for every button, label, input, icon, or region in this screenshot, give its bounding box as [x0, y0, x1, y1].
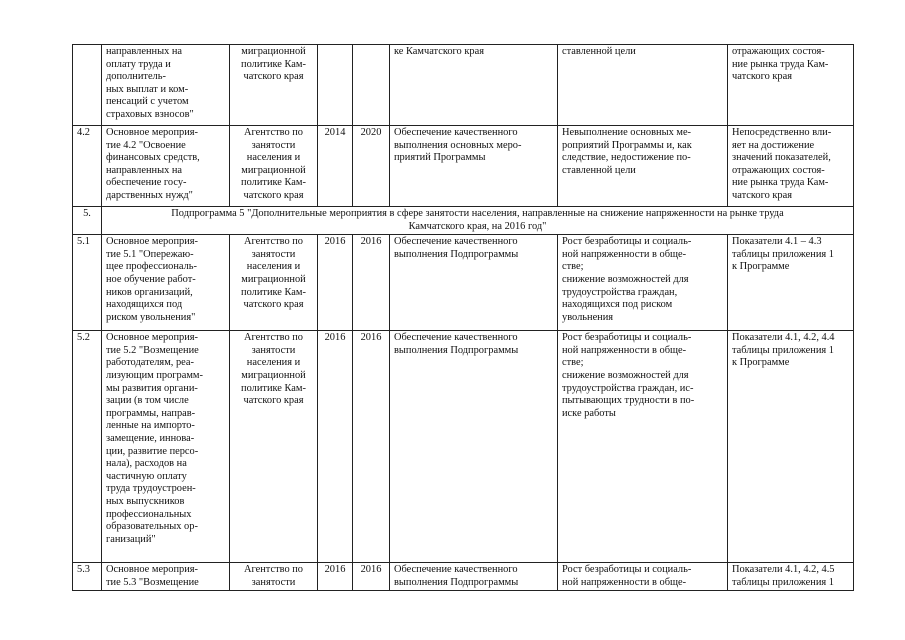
executor: миграционной политике Кам- чатского края	[230, 45, 318, 126]
start-year: 2016	[318, 235, 353, 331]
table-row	[73, 126, 854, 207]
measure-name: Основное мероприя- тие 4.2 "Освоение финансовых средств, направленных на обеспечение госу- дарственных нужд"	[102, 126, 230, 207]
row-number: 5.1	[73, 235, 102, 331]
expected-result: ке Камчатского края	[390, 45, 558, 126]
indicator-link: отражающих состоя- ние рынка труда Кам- чатского края	[728, 45, 854, 126]
indicator-link: Показатели 4.1, 4.2, 4.5 таблицы приложения 1	[728, 563, 854, 591]
executor: Агентство по занятости населения и миграционной политике Кам- чатского края	[230, 235, 318, 331]
expected-result: Обеспечение качественного выполнения Подпрограммы	[390, 235, 558, 331]
measure-name: Основное мероприя- тие 5.2 "Возмещение работодателям, реа- лизующим программ- мы развития органи- зации (в том числе программы, направ- ленные на импорто- замещение, иннова- ции, развитие персо- нала), расходов на частичную оплату труда трудоустроен- ных выпускников профессиональных образовательных ор- ганизаций"	[102, 331, 230, 563]
start-year: 2016	[318, 331, 353, 563]
row-number: 4.2	[73, 126, 102, 207]
row-number: 5.2	[73, 331, 102, 563]
end-year: 2020	[353, 126, 390, 207]
end-year: 2016	[353, 331, 390, 563]
indicator-link: Показатели 4.1, 4.2, 4.4 таблицы приложения 1 к Программе	[728, 331, 854, 563]
expected-result: Обеспечение качественного выполнения основных меро- приятий Программы	[390, 126, 558, 207]
non-implementation-consequence: Рост безработицы и социаль- ной напряженности в обще- стве; снижение возможностей для трудоустройства граждан, ис- пытывающих трудности в по- иске работы	[558, 331, 728, 563]
row-number: 5.3	[73, 563, 102, 591]
table-row	[73, 331, 854, 563]
indicator-link: Показатели 4.1 – 4.3 таблицы приложения 1 к Программе	[728, 235, 854, 331]
end-year: 2016	[353, 235, 390, 331]
start-year: 2016	[318, 563, 353, 591]
subprogram-row	[73, 207, 854, 235]
start-year: 2014	[318, 126, 353, 207]
expected-result: Обеспечение качественного выполнения Подпрограммы	[390, 563, 558, 591]
subprogram-title: Подпрограмма 5 "Дополнительные мероприятия в сфере занятости населения, направленные на снижение напряженности на рынке труда Камчатского края, на 2016 год"	[102, 207, 854, 235]
measure-name: направленных на оплату труда и дополнитель- ных выплат и ком- пенсаций с учетом страховых взносов"	[102, 45, 230, 126]
indicator-link: Непосредственно вли- яет на достижение значений показателей, отражающих состоя- ние рынка труда Кам- чатского края	[728, 126, 854, 207]
table-row	[73, 563, 854, 591]
non-implementation-consequence: ставленной цели	[558, 45, 728, 126]
executor: Агентство по занятости населения и миграционной политике Кам- чатского края	[230, 331, 318, 563]
executor: Агентство по занятости	[230, 563, 318, 591]
expected-result: Обеспечение качественного выполнения Подпрограммы	[390, 331, 558, 563]
row-number: 5.	[73, 207, 102, 235]
row-number	[73, 45, 102, 126]
measure-name: Основное мероприя- тие 5.3 "Возмещение	[102, 563, 230, 591]
measures-table	[72, 44, 854, 591]
table-row	[73, 45, 854, 126]
start-year	[318, 45, 353, 126]
end-year: 2016	[353, 563, 390, 591]
non-implementation-consequence: Рост безработицы и социаль- ной напряженности в обще-	[558, 563, 728, 591]
table-row	[73, 235, 854, 331]
measure-name: Основное мероприя- тие 5.1 "Опережаю- щее профессиональ- ное обучение работ- ников организаций, находящихся под риском увольнения"	[102, 235, 230, 331]
non-implementation-consequence: Рост безработицы и социаль- ной напряженности в обще- стве; снижение возможностей для трудоустройства граждан, находящихся под риском увольнения	[558, 235, 728, 331]
end-year	[353, 45, 390, 126]
executor: Агентство по занятости населения и миграционной политике Кам- чатского края	[230, 126, 318, 207]
non-implementation-consequence: Невыполнение основных ме- роприятий Программы и, как следствие, недостижение по- ставленной цели	[558, 126, 728, 207]
